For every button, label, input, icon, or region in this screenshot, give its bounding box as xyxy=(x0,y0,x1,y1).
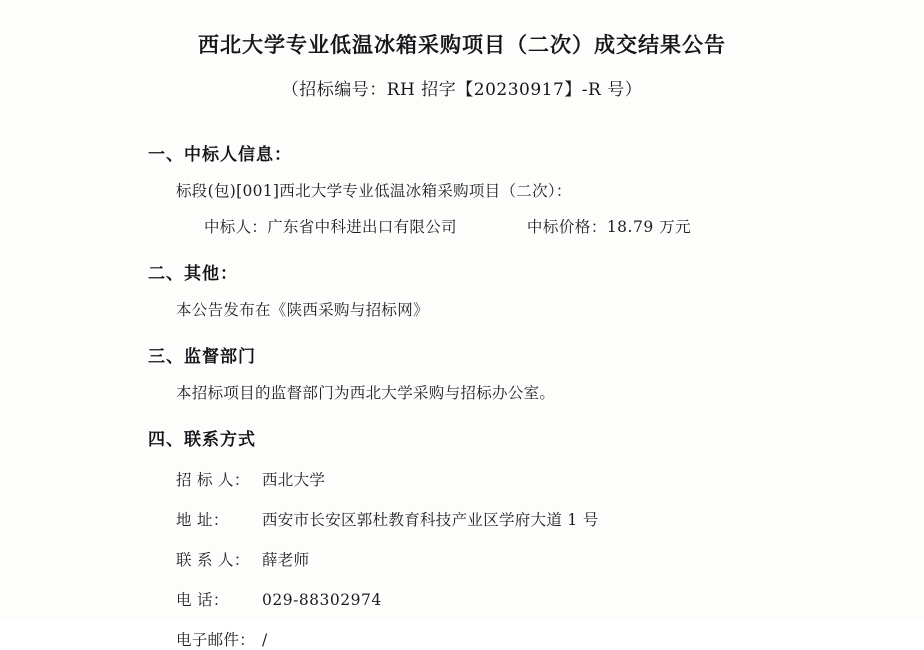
contact-value-tenderer: 西北大学 xyxy=(262,471,326,490)
winner-name: 中标人：广东省中科进出口有限公司 xyxy=(204,218,457,237)
contact-value-person: 薛老师 xyxy=(262,551,310,570)
lot-description: 标段(包)[001]西北大学专业低温冰箱采购项目（二次）： xyxy=(176,182,572,201)
supervision-note: 本招标项目的监督部门为西北大学采购与招标办公室。 xyxy=(176,384,556,403)
section-heading-supervision: 三、监督部门 xyxy=(148,347,256,368)
section-heading-contact: 四、联系方式 xyxy=(148,430,256,451)
section-heading-winner: 一、中标人信息： xyxy=(148,145,292,166)
publication-note: 本公告发布在《陕西采购与招标网》 xyxy=(176,301,429,320)
section-heading-other: 二、其他： xyxy=(148,264,238,285)
contact-label-email: 电子邮件： xyxy=(176,631,256,650)
page-subtitle: （招标编号：RH 招字【20230917】-R 号） xyxy=(281,80,643,101)
contact-value-phone: 029-88302974 xyxy=(262,591,382,610)
contact-row-tenderer xyxy=(148,468,864,490)
winner-price-row xyxy=(148,215,864,237)
contact-label-address: 地 址： xyxy=(176,511,229,530)
document-body xyxy=(0,140,924,650)
winning-price: 中标价格：18.79 万元 xyxy=(526,218,692,237)
contact-value-address: 西安市长安区郭杜教育科技产业区学府大道 1 号 xyxy=(262,511,599,530)
contact-row-email xyxy=(148,628,864,650)
contact-value-email: / xyxy=(262,631,268,650)
contact-row-person xyxy=(148,548,864,570)
contact-label-phone: 电 话： xyxy=(176,591,229,610)
contact-row-phone xyxy=(148,588,864,610)
contact-label-person: 联 系 人： xyxy=(176,551,250,570)
page-title: 西北大学专业低温冰箱采购项目（二次）成交结果公告 xyxy=(198,32,726,57)
contact-row-address xyxy=(148,508,864,530)
contact-label-tenderer: 招 标 人： xyxy=(176,471,250,490)
